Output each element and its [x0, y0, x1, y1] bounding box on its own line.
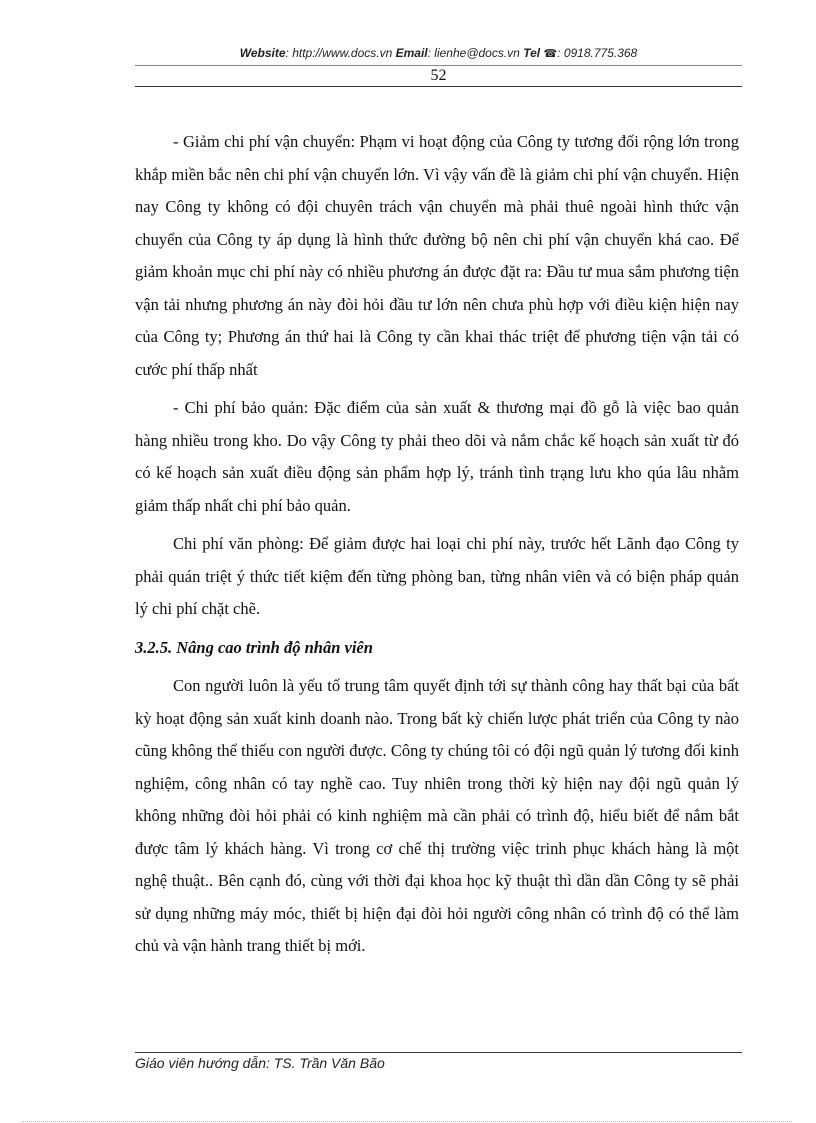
paragraph-transport-cost: - Giảm chi phí vận chuyển: Phạm vi hoạt động của Công ty tương đối rộng lớn trong khắp miền bắc nên chi phí vận chuyển lớn. Vì vậy vấn đề là giảm chi phí vận chuyển. Hiện nay Công ty không có đội chuyên trách vận chuyển mà phải thuê ngoài hình thức vận chuyển của Công ty áp dụng là hình thức đường bộ nên chi phí vận chuyển khá cao. Để giảm khoản mục chi phí này có nhiều phương án được đặt ra: Đầu tư mua sắm phương tiện vận tải nhưng phương án này đòi hỏi đầu tư lớn nên chưa phù hợp với điều kiện hiện nay của Công ty; Phương án thứ hai là Công ty cần khai thác triệt để phương tiện vận tải có cước phí thấp nhất	[135, 132, 739, 379]
tel-value: : 0918.775.368	[557, 46, 638, 60]
section-heading: 3.2.5. Nâng cao trình độ nhân viên	[135, 637, 373, 657]
page-header	[135, 46, 742, 60]
paragraph-storage-cost: - Chi phí bảo quản: Đặc điểm của sản xuất & thương mại đồ gỗ là việc bao quản hàng nhiều trong kho. Do vậy Công ty phải theo dõi và nắm chắc kế hoạch sản xuất từ đó có kế hoạch sản xuất điều động sản phẩm hợp lý, tránh tình trạng lưu kho qúa lâu nhằm giảm thấp nhất chi phí bảo quản.	[135, 398, 739, 515]
footer-rule	[135, 1052, 742, 1053]
website-value: : http://www.docs.vn	[285, 46, 393, 60]
paragraph-staff: Con người luôn là yếu tố trung tâm quyết định tới sự thành công hay thất bại của bất kỳ hoạt động sản xuất kinh doanh nào. Trong bất kỳ chiến lược phát triển của Công ty nào cũng không thể thiếu con người được. Công ty chúng tôi có đội ngũ quản lý tương đối kinh nghiệm, công nhân có tay nghề cao. Tuy nhiên trong thời kỳ hiện nay đội ngũ quản lý không những đòi hỏi phải có kinh nghiệm mà cần phải có trình độ, hiểu biết để nắm bắt được tâm lý khách hàng. Vì trong cơ chế thị trường việc trinh phục khách hàng là một nghệ thuật.. Bên cạnh đó, cùng với thời đại khoa học kỹ thuật thì dần dần Công ty sẽ phải sử dụng những máy móc, thiết bị hiện đại đòi hỏi người công nhân có trình độ có thể làm chủ và vận hành trang thiết bị mới.	[135, 676, 739, 955]
website-label: Website	[239, 46, 286, 60]
header-rule	[135, 65, 742, 66]
email-label: Email	[395, 46, 428, 60]
email-value: : lienhe@docs.vn	[427, 46, 520, 60]
document-body	[135, 126, 739, 969]
page-number: 52	[430, 67, 447, 84]
phone-icon: ☎	[543, 48, 558, 60]
header-bottom-rule	[135, 86, 742, 87]
tel-label: Tel	[523, 46, 541, 60]
page-footer: Giáo viên hướng dẫn: TS. Trần Văn Bão	[135, 1055, 385, 1071]
paragraph-office-cost: Chi phí văn phòng: Để giảm được hai loại chi phí này, trước hết Lãnh đạo Công ty phải quán triệt ý thức tiết kiệm đến từng phòng ban, từng nhân viên và có biện pháp quản lý chi phí chặt chẽ.	[135, 534, 739, 618]
page-bottom-divider	[22, 1121, 792, 1122]
